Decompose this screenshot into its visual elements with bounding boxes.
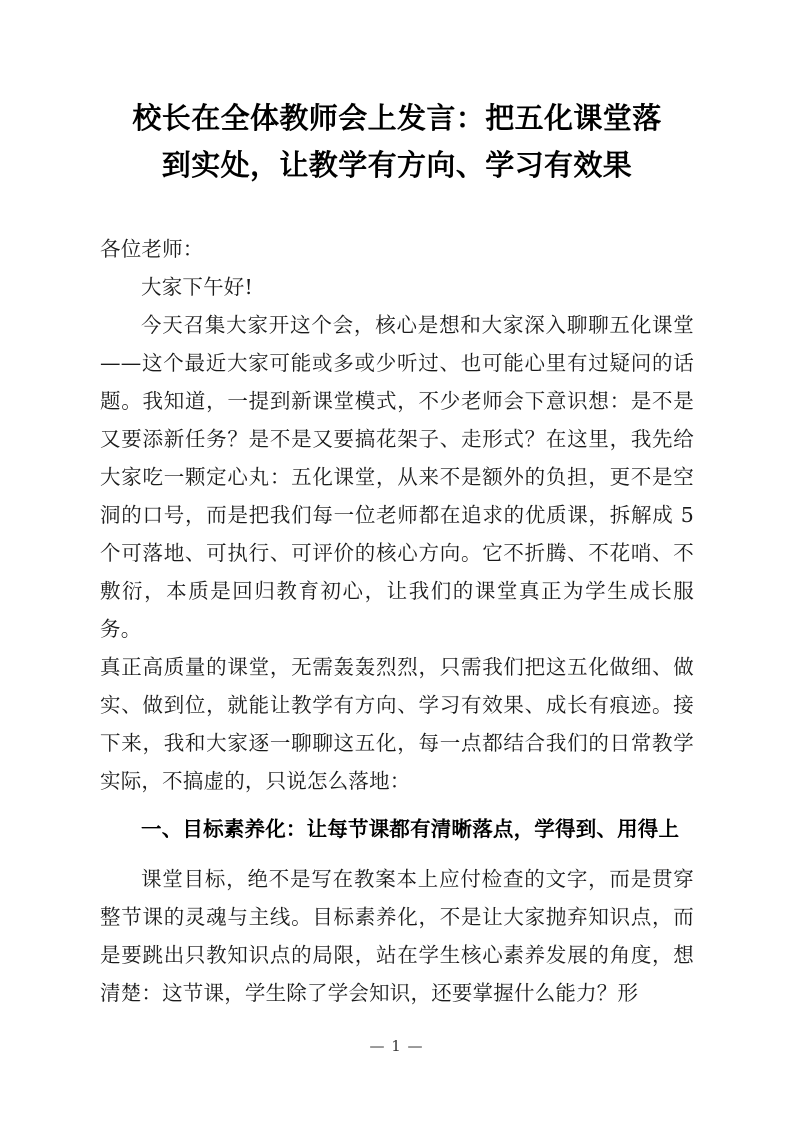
- greeting-line: 大家下午好!: [141, 275, 253, 299]
- document-title: [100, 96, 694, 190]
- page-content: [100, 96, 694, 1012]
- section-body-1: 课堂目标，绝不是写在教案本上应付检查的文字，而是贯穿整节课的灵魂与主线。目标素养化，不是让大家抛弃知识点，而是要跳出只教知识点的局限，站在学生核心素养发展的角度，想清楚：这节课，学生除了学会知识，还要掌握什么能力？形: [100, 867, 694, 1005]
- document-title-line-1: 校长在全体教师会上发言：把五化课堂落: [132, 103, 662, 135]
- document-body: [100, 230, 694, 1012]
- document-title-line-2: 到实处，让教学有方向、学习有效果: [161, 150, 633, 182]
- paragraph-2: 真正高质量的课堂，无需轰轰烈烈，只需我们把这五化做细、做实、做到位，就能让教学有方向、学习有效果、成长有痕迹。接下来，我和大家逐一聊聊这五化，每一点都结合我们的日常教学实际，不搞虚的，只说怎么落地：: [100, 655, 694, 793]
- page-footer: — 1 —: [369, 1037, 424, 1055]
- salutation-line: 各位老师：: [100, 237, 204, 261]
- paragraph-1: 今天召集大家开这个会，核心是想和大家深入聊聊五化课堂——这个最近大家可能或多或少听过、也可能心里有过疑问的话题。我知道，一提到新课堂模式，不少老师会下意识想：是不是又要添新任务？是不是又要搞花架子、走形式？在这里，我先给大家吃一颗定心丸：五化课堂，从来不是额外的负担，更不是空洞的口号，而是把我们每一位老师都在追求的优质课，拆解成 5 个可落地、可执行、可评价的核心方向。它不折腾、不花哨、不敷衍，本质是回归教育初心，让我们的课堂真正为学生成长服务。: [100, 313, 694, 641]
- section-heading-1: 一、目标素养化：让每节课都有清晰落点，学得到、用得上: [141, 818, 680, 841]
